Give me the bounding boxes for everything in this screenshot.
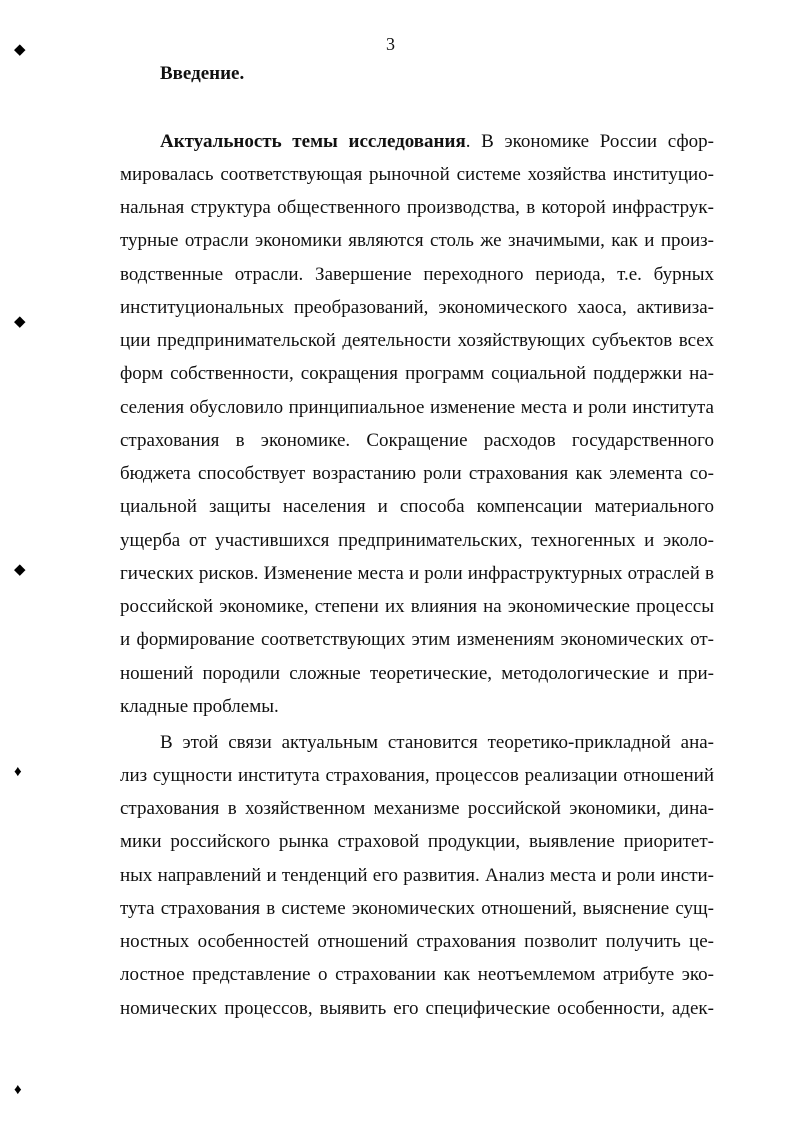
- page-number: 3: [386, 34, 395, 54]
- paragraph-1-line: водственные отрасли. Завершение переходного периода, т.е. бурных: [120, 264, 714, 285]
- paragraph-1-line: российской экономике, степени их влияния на экономические процессы: [120, 596, 714, 617]
- paragraph-1-line: кладные проблемы.: [120, 696, 279, 717]
- binding-hole-mark: ◆: [14, 314, 26, 330]
- paragraph-2-line: ных направлений и тенденций его развития. Анализ места и роли инсти-: [120, 865, 714, 886]
- topic-relevance-label: Актуальность темы исследования: [160, 131, 466, 152]
- paragraph-1-line: ущерба от участившихся предпринимательских, техногенных и эколо-: [120, 530, 714, 551]
- paragraph-1-line: турные отрасли экономики являются столь же значимыми, как и произ-: [120, 230, 714, 251]
- paragraph-1-line: институциональных преобразований, экономического хаоса, активиза-: [120, 297, 714, 318]
- paragraph-2-line: лиз сущности института страхования, процессов реализации отношений: [120, 765, 714, 786]
- binding-hole-mark: ◆: [14, 42, 26, 58]
- binding-hole-mark: ♦: [14, 1082, 22, 1098]
- paragraph-1-line: бюджета способствует возрастанию роли страхования как элемента со-: [120, 463, 714, 484]
- paragraph-1-line: селения обусловило принципиальное изменение места и роли института: [120, 397, 714, 418]
- paragraph-2-line: страхования в хозяйственном механизме российской экономики, дина-: [120, 798, 714, 819]
- paragraph-2-line: В этой связи актуальным становится теоретико-прикладной ана-: [160, 732, 714, 753]
- paragraph-2-line: лостное представление о страховании как неотъемлемом атрибуте эко-: [120, 964, 714, 985]
- binding-hole-mark: ◆: [14, 562, 26, 578]
- paragraph-2-line: ностных особенностей отношений страхования позволит получить це-: [120, 931, 714, 952]
- paragraph-1-line: страхования в экономике. Сокращение расходов государственного: [120, 430, 714, 451]
- paragraph-1-line-text: . В экономике России сфор-: [465, 131, 714, 152]
- binding-hole-mark: ♦: [14, 764, 22, 780]
- paragraph-1-line: мировалась соответствующая рыночной системе хозяйства институцио-: [120, 164, 714, 185]
- paragraph-1-line: гических рисков. Изменение места и роли инфраструктурных отраслей в: [120, 563, 714, 584]
- paragraph-1-line: ношений породили сложные теоретические, методологические и при-: [120, 663, 714, 684]
- section-heading: Введение.: [160, 63, 245, 84]
- paragraph-1-line: [160, 130, 714, 154]
- paragraph-1-line: нальная структура общественного производства, в которой инфраструк-: [120, 197, 714, 218]
- paragraph-1-line: ции предпринимательской деятельности хозяйствующих субъектов всех: [120, 330, 714, 351]
- paragraph-2-line: номических процессов, выявить его специфические особенности, адек-: [120, 998, 714, 1019]
- paragraph-2-line: мики российского рынка страховой продукции, выявление приоритет-: [120, 831, 714, 852]
- paragraph-1-line: и формирование соответствующих этим изменениям экономических от-: [120, 629, 714, 650]
- paragraph-1-line: форм собственности, сокращения программ социальной поддержки на-: [120, 363, 714, 384]
- paragraph-1-line: циальной защиты населения и способа компенсации материального: [120, 496, 714, 517]
- paragraph-2-line: тута страхования в системе экономических отношений, выяснение сущ-: [120, 898, 714, 919]
